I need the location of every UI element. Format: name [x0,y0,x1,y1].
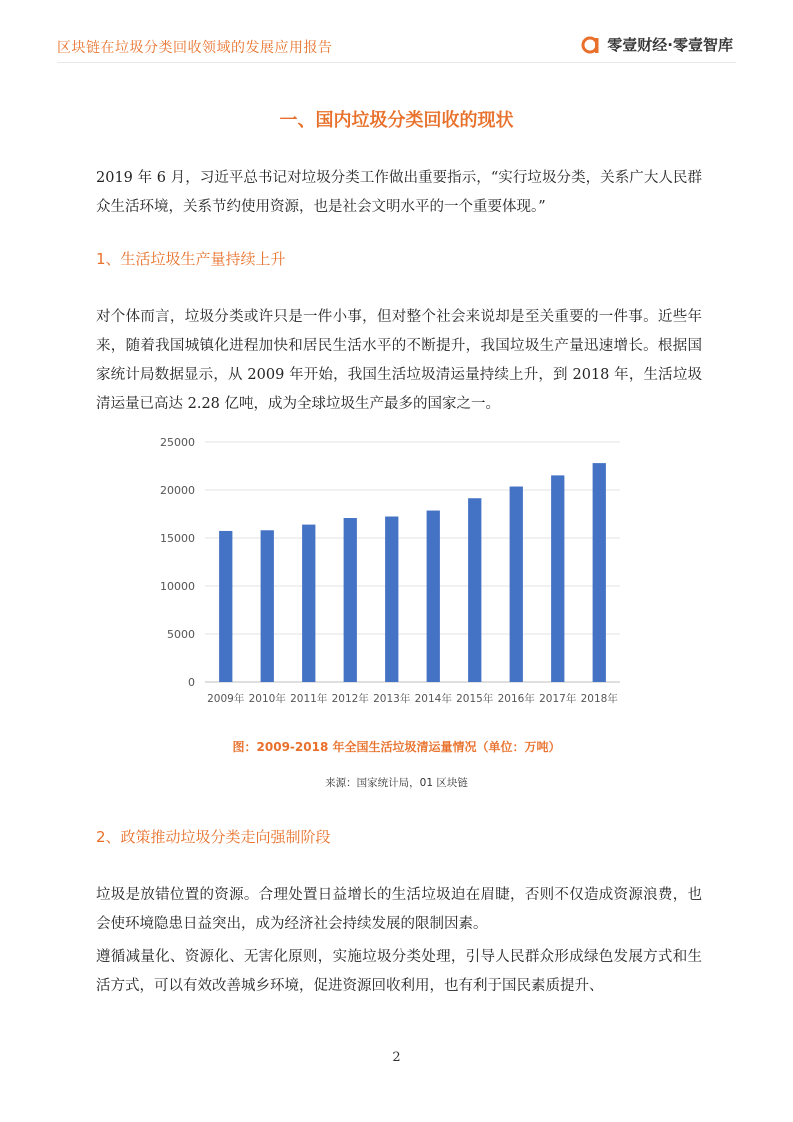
subsection-1-paragraph: 对个体而言，垃圾分类或许只是一件小事，但对整个社会来说却是至关重要的一件事。近些年来，随着我国城镇化进程加快和居民生活水平的不断提升，我国垃圾生产量迅速增长。根据国家统计局数据显示，从 2009 年开始，我国生活垃圾清运量持续上升，到 2018 年，生活垃圾清运量已高达 2.28 亿吨，成为全球垃圾生产最多的国家之一。 [96,309,702,412]
brand-logo [581,34,733,55]
x-tick-label: 2015年 [456,693,494,705]
subsection-2-paragraph-1: 垃圾是放错位置的资源。合理处置日益增长的生活垃圾迫在眉睫，否则不仅造成资源浪费，也会使环境隐患日益突出，成为经济社会持续发展的限制因素。 [96,887,702,932]
intro-paragraph: 2019 年 6 月，习近平总书记对垃圾分类工作做出重要指示，“实行垃圾分类，关系广大人民群众生活环境，关系节约使用资源，也是社会文明水平的一个重要体现。” [96,170,702,215]
subsection-2-title: 2、政策推动垃圾分类走向强制阶段 [96,828,331,846]
x-tick-label: 2012年 [331,693,369,705]
x-tick-label: 2016年 [497,693,535,705]
bar [427,511,440,682]
y-tick-label: 10000 [160,580,195,593]
x-tick-label: 2018年 [580,693,618,705]
y-tick-label: 20000 [160,484,195,497]
y-tick-label: 5000 [167,628,195,641]
x-tick-label: 2011年 [290,693,328,705]
bar [510,487,523,682]
brand-logo-icon [581,35,601,55]
subsection-2-paragraph-2: 遵循减量化、资源化、无害化原则，实施垃圾分类处理，引导人民群众形成绿色发展方式和生活方式，可以有效改善城乡环境，促进资源回收利用，也有利于国民素质提升、 [96,949,702,994]
y-tick-label: 15000 [160,532,195,545]
y-tick-label: 0 [188,676,195,689]
page-number: 2 [392,1050,401,1065]
figure-source: 来源：国家统计局，01 区块链 [325,777,468,789]
bar [344,518,357,682]
bar-chart [150,428,640,718]
bar [551,475,564,682]
y-tick-label: 25000 [160,436,195,449]
bar [385,517,398,682]
brand-name: 零壹财经·零壹智库 [607,36,733,54]
bar [302,525,315,682]
header-divider [57,62,736,63]
x-tick-label: 2010年 [248,693,286,705]
bar [468,498,481,682]
x-tick-label: 2014年 [414,693,452,705]
bar [219,531,232,682]
section-title: 一、国内垃圾分类回收的现状 [279,110,514,131]
bar [593,463,606,682]
x-tick-label: 2013年 [373,693,411,705]
x-tick-label: 2017年 [539,693,577,705]
x-tick-label: 2009年 [207,693,245,705]
subsection-1-title: 1、生活垃圾生产量持续上升 [96,250,286,268]
figure-caption: 图：2009-2018 年全国生活垃圾清运量情况（单位：万吨） [232,740,561,754]
bar [261,530,274,682]
report-title: 区块链在垃圾分类回收领域的发展应用报告 [57,40,333,56]
